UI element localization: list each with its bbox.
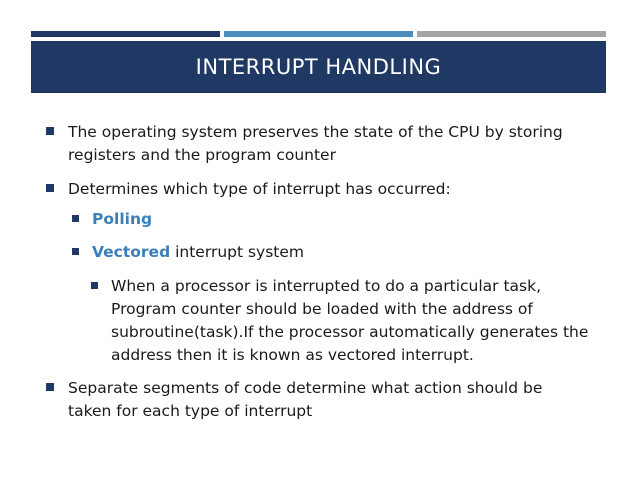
- bullet-text-line: registers and the program counter: [68, 146, 336, 164]
- bullet-text-line: The operating system preserves the state of the CPU by storing: [68, 123, 563, 141]
- bullet-text-line: Program counter should be loaded with the address of: [111, 300, 533, 318]
- sub-bullet-item: [92, 241, 304, 264]
- sub-sub-bullet-item: [111, 275, 588, 367]
- square-bullet-icon: [91, 282, 98, 289]
- polling-term: Polling: [92, 210, 153, 228]
- bullet-item: [68, 121, 563, 167]
- bullet-text-line: Separate segments of code determine what action should be: [68, 379, 543, 397]
- sub-bullet-item: [92, 208, 152, 231]
- square-bullet-icon: [72, 248, 79, 255]
- square-bullet-icon: [46, 127, 54, 135]
- bullet-text-line: subroutine(task).If the processor automatically generates the: [111, 323, 589, 341]
- square-bullet-icon: [72, 215, 79, 222]
- square-bullet-icon: [46, 383, 54, 391]
- bullet-text-line: address then it is known as vectored interrupt.: [111, 346, 474, 364]
- bullet-item: [68, 178, 451, 201]
- slide-title: INTERRUPT HANDLING: [195, 55, 442, 79]
- square-bullet-icon: [46, 184, 54, 192]
- vectored-term: Vectored: [92, 243, 171, 261]
- bullet-text-line: When a processor is interrupted to do a particular task,: [111, 277, 542, 295]
- bullet-text-line: Determines which type of interrupt has occurred:: [68, 180, 451, 198]
- bullet-item: [68, 377, 542, 423]
- bullet-text: interrupt system: [170, 243, 305, 261]
- bullet-text-line: taken for each type of interrupt: [68, 402, 313, 420]
